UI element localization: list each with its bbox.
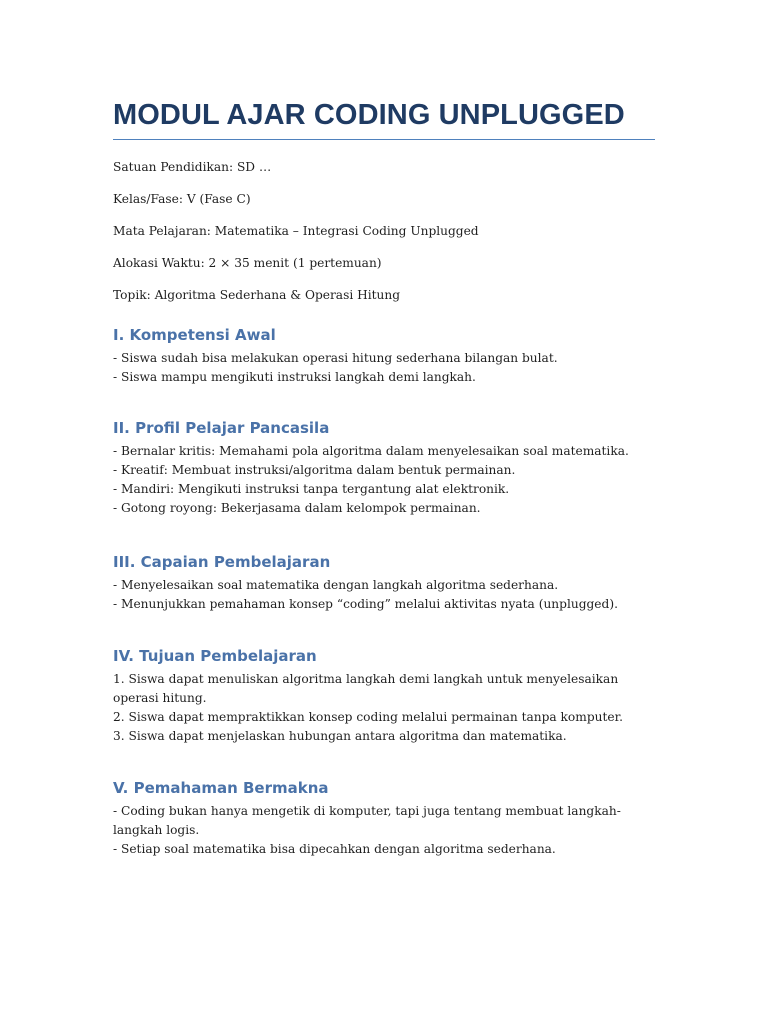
section-body [113, 802, 655, 859]
section-capaian-pembelajaran [113, 552, 655, 614]
document-meta [113, 159, 655, 303]
section-line: 1. Siswa dapat menuliskan algoritma langkah demi langkah untuk menyelesaikan operasi hitung. [113, 672, 619, 705]
section-line: 2. Siswa dapat mempraktikkan konsep coding melalui permainan tanpa komputer. [113, 710, 623, 724]
section-pemahaman-bermakna [113, 778, 655, 859]
section-body [113, 442, 655, 518]
section-heading: II. Profil Pelajar Pancasila [113, 419, 330, 437]
section-line: - Menyelesaikan soal matematika dengan langkah algoritma sederhana. [113, 578, 559, 592]
section-line: - Gotong royong: Bekerjasama dalam kelompok permainan. [113, 501, 481, 515]
meta-class: Kelas/Fase: V (Fase C) [113, 192, 251, 206]
section-body [113, 576, 655, 614]
section-line: - Setiap soal matematika bisa dipecahkan dengan algoritma sederhana. [113, 842, 556, 856]
section-line: - Mandiri: Mengikuti instruksi tanpa tergantung alat elektronik. [113, 482, 510, 496]
section-heading: V. Pemahaman Bermakna [113, 779, 329, 797]
section-kompetensi-awal [113, 325, 655, 387]
section-heading: I. Kompetensi Awal [113, 326, 276, 344]
section-heading: IV. Tujuan Pembelajaran [113, 647, 317, 665]
section-heading: III. Capaian Pembelajaran [113, 553, 331, 571]
meta-school: Satuan Pendidikan: SD … [113, 160, 272, 174]
section-line: - Menunjukkan pemahaman konsep “coding” melalui aktivitas nyata (unplugged). [113, 597, 618, 611]
section-line: - Kreatif: Membuat instruksi/algoritma dalam bentuk permainan. [113, 463, 516, 477]
section-line: - Coding bukan hanya mengetik di komputer, tapi juga tentang membuat langkah-langkah logis. [113, 804, 621, 837]
section-line: - Bernalar kritis: Memahami pola algoritma dalam menyelesaikan soal matematika. [113, 444, 629, 458]
document-title: MODUL AJAR CODING UNPLUGGED [113, 96, 655, 140]
meta-time: Alokasi Waktu: 2 × 35 menit (1 pertemuan) [113, 256, 382, 270]
section-tujuan-pembelajaran [113, 646, 655, 746]
meta-topic: Topik: Algoritma Sederhana & Operasi Hitung [113, 288, 401, 302]
section-body [113, 670, 655, 746]
meta-subject: Mata Pelajaran: Matematika – Integrasi Coding Unplugged [113, 224, 479, 238]
section-body [113, 349, 655, 387]
section-profil-pelajar [113, 418, 655, 518]
section-line: 3. Siswa dapat menjelaskan hubungan antara algoritma dan matematika. [113, 729, 567, 743]
section-line: - Siswa mampu mengikuti instruksi langkah demi langkah. [113, 370, 476, 384]
section-line: - Siswa sudah bisa melakukan operasi hitung sederhana bilangan bulat. [113, 351, 558, 365]
